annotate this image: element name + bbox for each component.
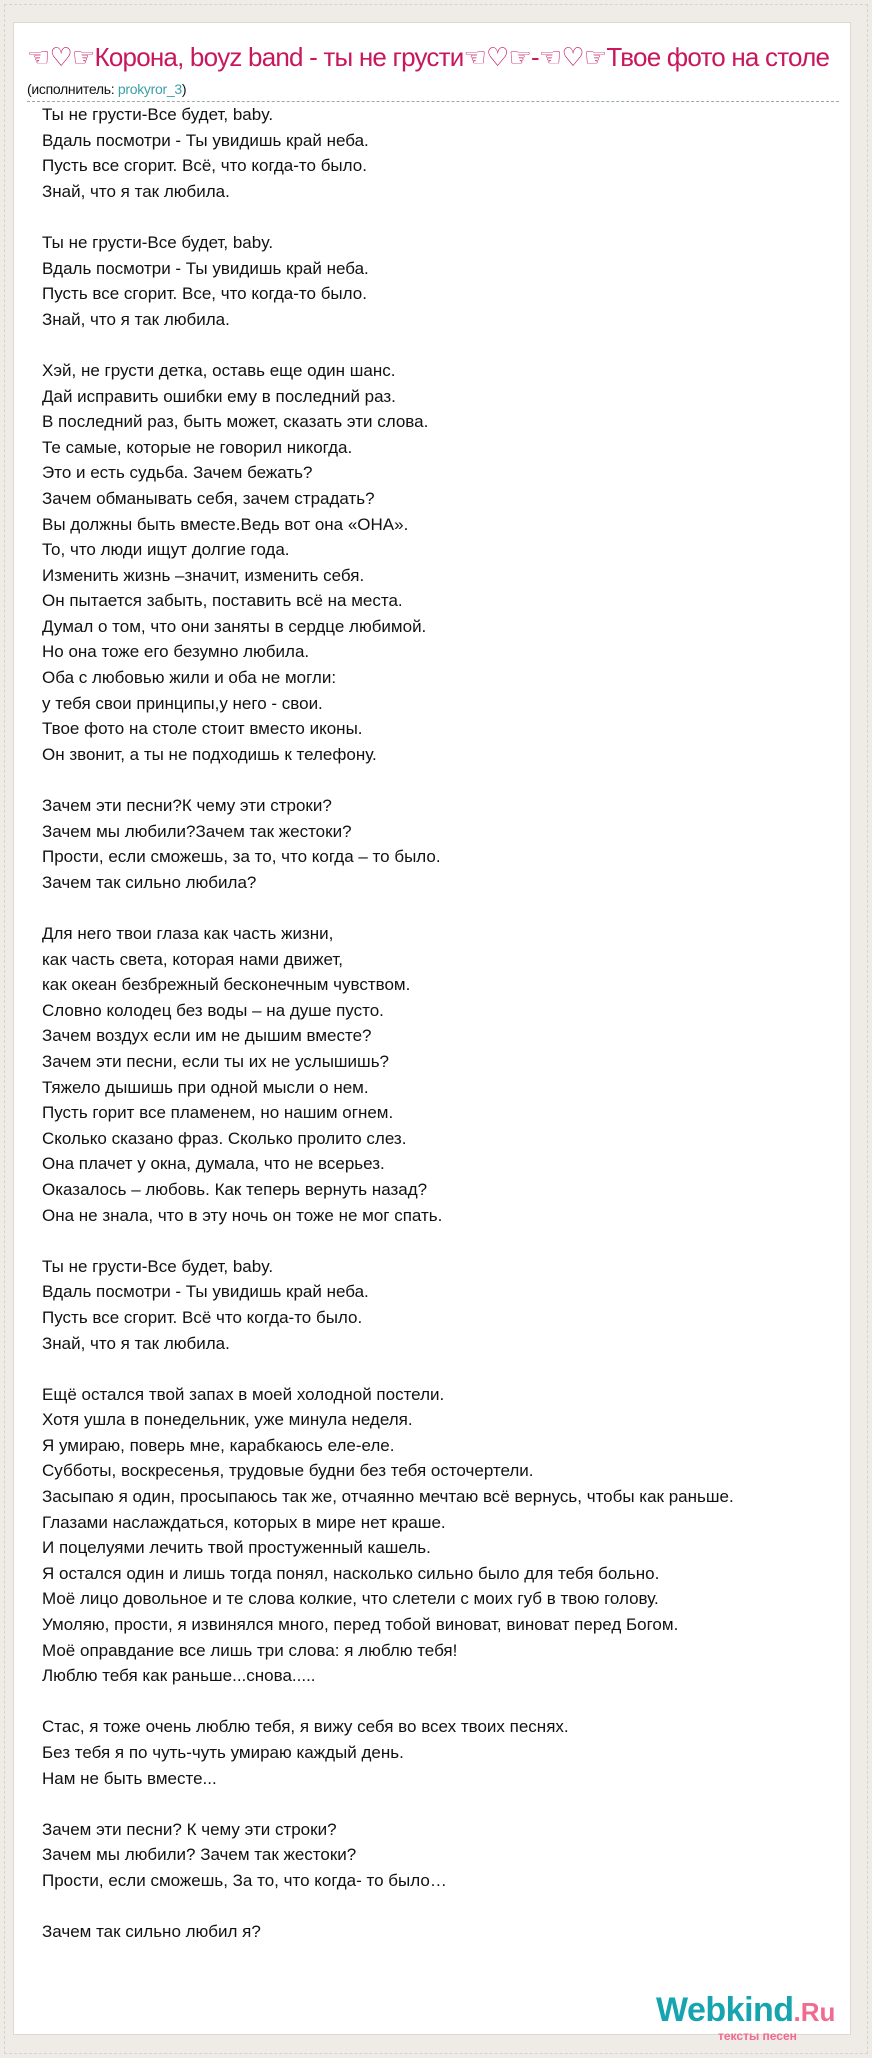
artist-prefix: (исполнитель: [27, 81, 118, 97]
lyric-line: То, что люди ищут долгие года. [42, 540, 290, 560]
lyric-line: Без тебя я по чуть-чуть умираю каждый день. [42, 1743, 404, 1762]
lyric-line: Зачем воздух если им не дышим вместе? [42, 1026, 372, 1046]
lyric-line: Моё оправдание все лишь три слова: я люблю тебя! [42, 1640, 458, 1660]
lyrics-card [13, 22, 851, 2043]
lyric-blank-line [42, 895, 872, 921]
lyric-line: Нам не быть вместе... [42, 1768, 217, 1788]
lyric-line: Знай, что я так любила. [42, 309, 230, 329]
lyric-line: Глазами наслаждаться, которых в мире нет краше. [42, 1512, 446, 1532]
lyric-line: Пусть все сгорит. Всё что когда-то было. [42, 1307, 363, 1327]
lyric-blank-line [42, 767, 872, 793]
lyric-line: Она плачет у окна, думала, что не всерьез. [42, 1154, 385, 1174]
lyric-blank-line [42, 332, 872, 358]
lyric-line: Оба с любовью жили и оба не могли: [42, 668, 337, 688]
lyric-blank-line [42, 1894, 872, 1920]
lyric-line: Зачем так сильно любил я? [42, 1922, 261, 1942]
lyric-line: Зачем эти песни?К чему эти строки? [42, 796, 332, 816]
lyric-blank-line [42, 1689, 872, 1715]
lyric-line: Я умираю, поверь мне, карабкаюсь еле-еле. [42, 1435, 395, 1455]
lyric-line: Умоляю, прости, я извинялся много, перед тобой виноват, виноват перед Богом. [42, 1615, 679, 1635]
artist-link[interactable]: prokyror_3 [117, 81, 182, 97]
lyric-blank-line [42, 1228, 872, 1254]
lyric-line: Для него твои глаза как часть жизни, [42, 924, 334, 943]
lyric-line: Моё лицо довольное и те слова колкие, что слетели с моих губ в твою голову. [42, 1589, 659, 1609]
lyric-line: Это и есть судьба. Зачем бежать? [42, 463, 313, 483]
lyric-line: Зачем так сильно любила? [42, 872, 257, 892]
lyric-line: Он пытается забыть, поставить всё на места. [42, 591, 403, 611]
lyric-line: Зачем мы любили?Зачем так жестоки? [42, 821, 352, 841]
lyric-line: Стас, я тоже очень люблю тебя, я вижу себя во всех твоих песнях. [42, 1717, 569, 1737]
webkind-logo[interactable] [656, 1993, 846, 2045]
artist-line [27, 80, 850, 98]
lyric-line: Оказалось – любовь. Как теперь вернуть назад? [42, 1179, 428, 1199]
lyric-line: Зачем мы любили? Зачем так жестоки? [42, 1845, 357, 1865]
artist-suffix: ) [181, 81, 187, 97]
lyric-line: Она не знала, что в эту ночь он тоже не мог спать. [42, 1205, 443, 1225]
lyric-line: В последний раз, быть может, сказать эти слова. [42, 412, 429, 432]
logo-tld: .Ru [793, 1997, 836, 2027]
lyric-line: Пусть горит все пламенем, но нашим огнем. [42, 1103, 394, 1123]
lyric-line: Вдаль посмотри - Ты увидишь край неба. [42, 1282, 369, 1302]
lyric-line: Засыпаю я один, просыпаюсь так же, отчаянно мечтаю всё вернусь, чтобы как раньше. [42, 1487, 734, 1507]
lyric-blank-line [42, 1356, 872, 1382]
lyric-line: Хотя ушла в понедельник, уже минула неделя. [42, 1410, 413, 1430]
lyric-line: И поцелуями лечить твой простуженный кашель. [42, 1538, 431, 1558]
lyric-line: Но она тоже его безумно любила. [42, 642, 310, 662]
lyrics-text [42, 102, 872, 1945]
lyric-line: Он звонит, а ты не подходишь к телефону. [42, 744, 377, 764]
lyric-line: у тебя свои принципы,у него - свои. [42, 693, 323, 713]
lyric-line: Прости, если сможешь, за то, что когда – то было. [42, 847, 441, 867]
lyric-line: Субботы, воскресенья, трудовые будни без тебя осточертели. [42, 1461, 534, 1481]
lyric-line: Твое фото на столе стоит вместо иконы. [42, 719, 363, 739]
logo-brandline [656, 1993, 846, 2027]
lyric-line: Пусть все сгорит. Всё, что когда-то было. [42, 156, 367, 176]
lyric-line: Знай, что я так любила. [42, 181, 230, 201]
lyric-line: Сколько сказано фраз. Сколько пролито слез. [42, 1128, 407, 1148]
lyric-line: Ты не грусти-Все будет, baby. [42, 1256, 274, 1276]
logo-tagline: тексты песен [718, 2029, 797, 2043]
lyric-line: как часть света, которая нами движет, [42, 949, 344, 969]
lyric-line: Ты не грусти-Все будет, baby. [42, 232, 274, 252]
lyric-line: Словно колодец без воды – на душе пусто. [42, 1000, 384, 1020]
lyric-line: Вдаль посмотри - Ты увидишь край неба. [42, 130, 369, 150]
lyric-line: Тяжело дышишь при одной мысли о нем. [42, 1077, 369, 1097]
lyric-blank-line [42, 1791, 872, 1817]
lyric-line: Думал о том, что они заняты в сердце любимой. [42, 616, 427, 636]
lyric-line: Прости, если сможешь, За то, что когда- то было… [42, 1870, 447, 1890]
lyric-line: Я остался один и лишь тогда понял, насколько сильно было для тебя больно. [42, 1563, 660, 1583]
lyric-line: Зачем эти песни, если ты их не услышишь? [42, 1051, 390, 1071]
lyric-line: Знай, что я так любила. [42, 1333, 230, 1353]
lyric-line: как океан безбрежный бесконечным чувством. [42, 975, 411, 995]
lyric-line: Пусть все сгорит. Все, что когда-то было. [42, 284, 367, 304]
lyric-line: Изменить жизнь –значит, изменить себя. [42, 565, 365, 585]
logo-brand: Webkind [656, 1991, 794, 2029]
lyric-line: Вы должны быть вместе.Ведь вот она «ОНА». [42, 514, 409, 534]
lyric-line: Зачем обманывать себя, зачем страдать? [42, 488, 375, 508]
lyric-line: Люблю тебя как раньше...снова..... [42, 1666, 316, 1686]
lyric-line: Зачем эти песни? К чему эти строки? [42, 1819, 337, 1839]
lyric-line: Вдаль посмотри - Ты увидишь край неба. [42, 258, 369, 278]
lyric-line: Те самые, которые не говорил никогда. [42, 437, 353, 457]
song-title: ☜♡☞Корона, boyz band - ты не грусти☜♡☞-☜♡☞Твое фото на столе [27, 42, 830, 72]
lyric-line: Дай исправить ошибки ему в последний раз. [42, 386, 396, 406]
lyric-line: Ещё остался твой запах в моей холодной постели. [42, 1384, 445, 1404]
lyric-line: Ты не грусти-Все будет, baby. [42, 105, 274, 124]
lyric-line: Хэй, не грусти детка, оставь еще один шанс. [42, 360, 396, 380]
lyric-blank-line [42, 204, 872, 230]
